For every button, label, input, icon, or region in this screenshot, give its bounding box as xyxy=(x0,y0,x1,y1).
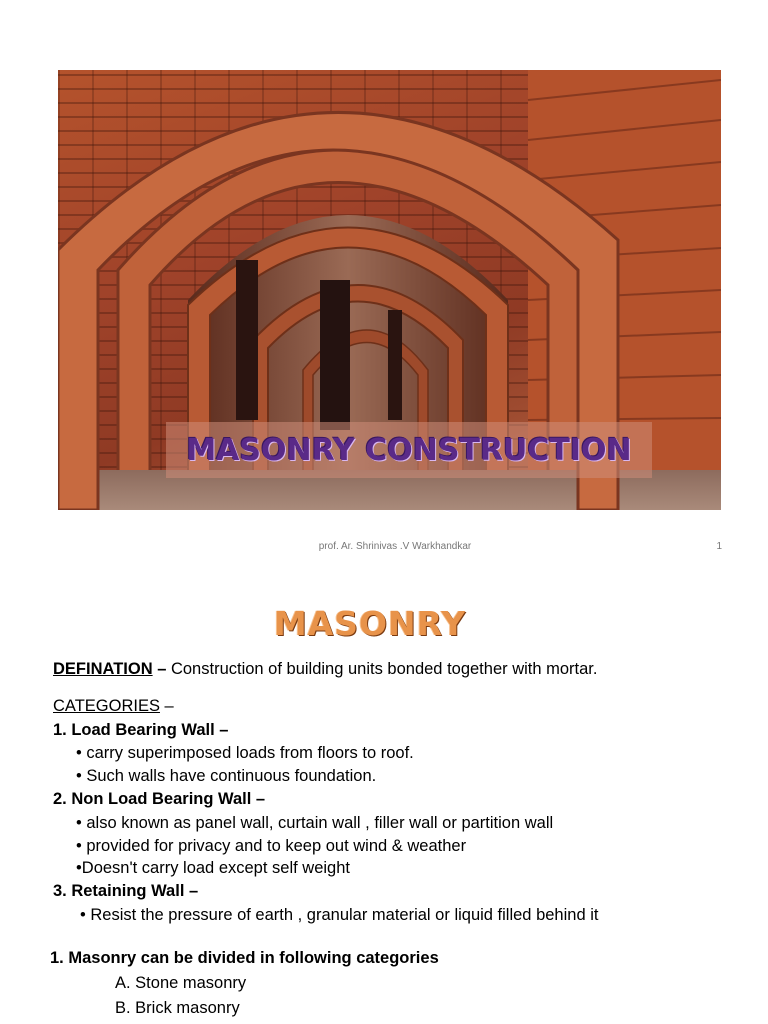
section-heading: MASONRY xyxy=(273,604,467,643)
definition-dash: – xyxy=(152,660,171,678)
category-title-1: 1. Load Bearing Wall – xyxy=(53,721,229,739)
category-2-bullet-2: • provided for privacy and to keep out wind & weather xyxy=(76,837,467,855)
categories-label: CATEGORIES xyxy=(53,697,160,715)
categories-line xyxy=(53,696,174,716)
division-item-b: B. Brick masonry xyxy=(115,999,240,1017)
category-1-bullet-2: • Such walls have continuous foundation. xyxy=(76,767,377,785)
category-3-bullet-1: • Resist the pressure of earth , granular material or liquid filled behind it xyxy=(80,906,599,924)
category-title-2: 2. Non Load Bearing Wall – xyxy=(53,790,266,808)
category-1-bullet-1: • carry superimposed loads from floors to roof. xyxy=(76,744,414,762)
categories-dash: – xyxy=(159,697,174,715)
category-title-3: 3. Retaining Wall – xyxy=(53,882,199,900)
footer-author: prof. Ar. Shrinivas .V Warkhandkar xyxy=(318,541,472,552)
category-2-bullet-3: •Doesn't carry load except self weight xyxy=(76,859,350,877)
footer-page-number: 1 xyxy=(716,541,722,552)
definition-line xyxy=(53,659,597,679)
category-2-bullet-1: • also known as panel wall, curtain wall , filler wall or partition wall xyxy=(76,814,554,832)
division-item-a: A. Stone masonry xyxy=(115,974,247,992)
division-title: 1. Masonry can be divided in following categories xyxy=(50,949,439,967)
brick-arches-photo xyxy=(58,70,721,510)
definition-label: DEFINATION xyxy=(53,660,153,678)
title-banner xyxy=(166,422,652,478)
slide-title: MASONRY CONSTRUCTION xyxy=(186,432,632,468)
definition-text: Construction of building units bonded together with mortar. xyxy=(170,660,598,678)
